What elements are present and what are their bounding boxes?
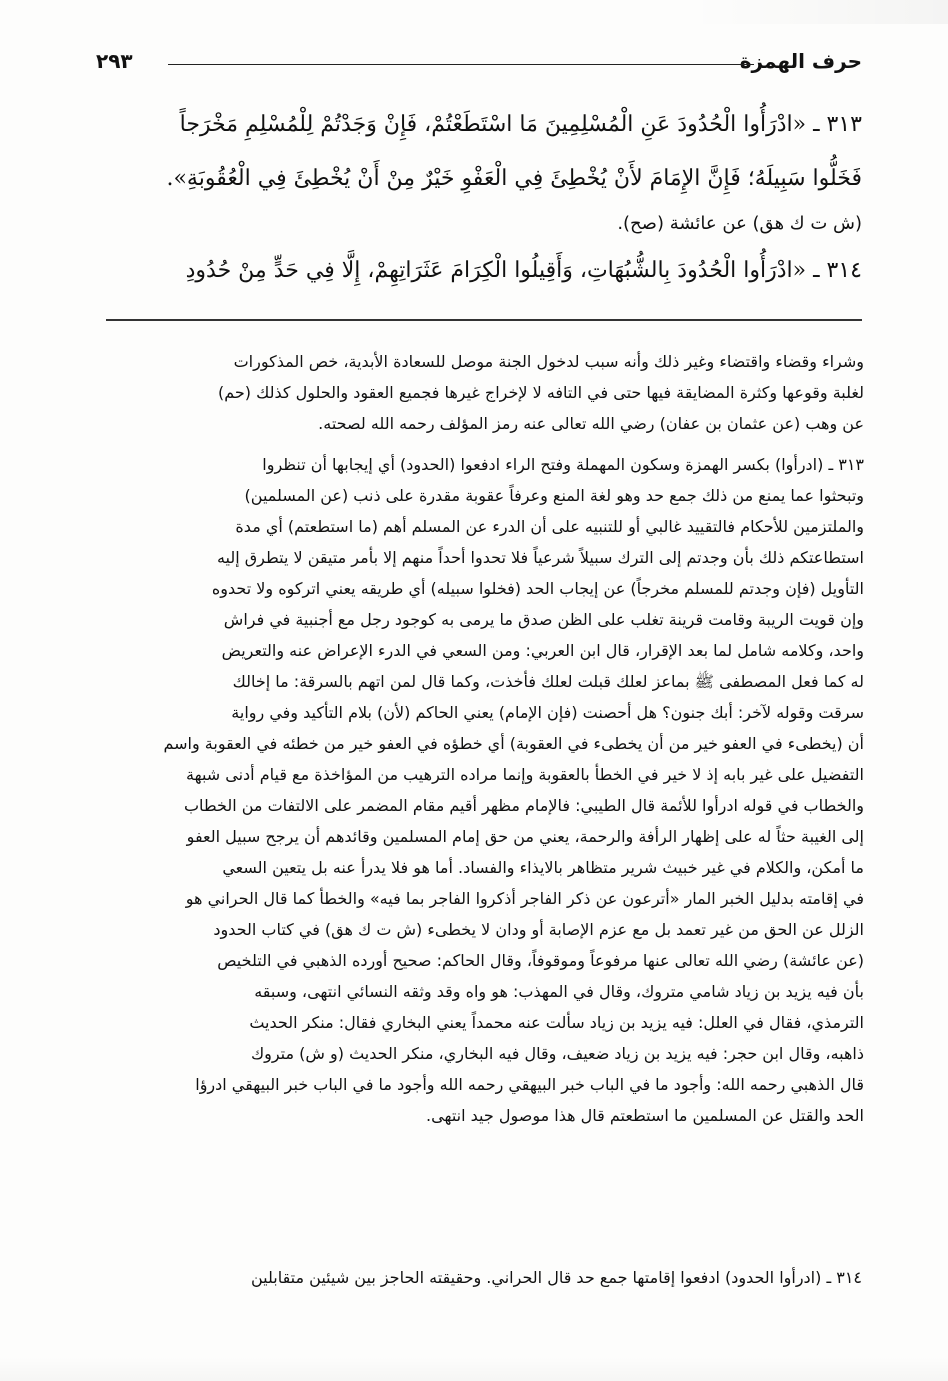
scan-shadow-bottom	[0, 1357, 948, 1381]
commentary-line: لغلبة وقوعها وكثرة المضايقة فيها حتى في التافه لا لإخراج غيرها فجميع العقود والحلول كذلك (حم)	[218, 383, 864, 402]
header-rule	[168, 64, 754, 65]
chapter-title: حرف الهمزة	[739, 49, 862, 73]
commentary-line: والخطاب في قوله ادرأوا للأئمة قال الطيبي: فالإمام مظهر أقيم مقام المضمر على الالتفات من الخطاب	[183, 796, 864, 815]
hadith-line-2: فَخَلُّوا سَبِيلَهُ؛ فَإِنَّ الإِمَامَ لأَنْ يُخْطِئَ فِي الْعَفْوِ خَيْرٌ مِنْ أَنْ يُخْطِئَ فِي الْعُقُوبَةِ».	[166, 166, 862, 191]
commentary-line: ٣١٣ ـ (ادرأوا) بكسر الهمزة وسكون المهملة وفتح الراء ادفعوا (الحدود) أي إيجابها أن تنظروا	[262, 455, 864, 474]
commentary-line: سرقت وقوله لآخر: أبك جنون؟ هل أحصنت (فإن الإمام) يعني الحاكم (لأن) بلام التأكيد وفي رواية	[231, 703, 864, 722]
bottom-note	[106, 1262, 862, 1294]
commentary-line: وتبحثوا عما يمنع من ذلك جمع حد وهو لغة المنع وعرفاً عقوبة مقدرة على ذنب (عن المسلمين)	[244, 486, 864, 505]
paragraph-gap	[104, 439, 864, 449]
commentary-line: في إقامته بدليل الخبر المار «أترعون عن ذكر الفاجر أذكروا الفاجر بما فيه» والخطأ كما قال الحراني هو	[185, 889, 864, 908]
commentary-line: (عن عائشة) رضي الله تعالى عنها مرفوعاً وموقوفاً، وقال الحاكم: صحيح أورده الذهبي في التلخيص	[217, 951, 864, 970]
commentary-line: الترمذي، فقال في العلل: فيه يزيد بن زياد سألت عنه محمداً يعني البخاري فقال: منكر الحديث	[249, 1013, 864, 1032]
commentary-line: عن وهب (عن عثمان بن عفان) رضي الله تعالى عنه رمز المؤلف رحمه الله لصحته.	[318, 414, 864, 433]
commentary-section	[104, 346, 864, 1131]
hadith-source: (ش ت ك هق) عن عائشة (صح).	[617, 213, 862, 234]
commentary-line: أن (يخطىء في العفو خير من أن يخطىء في العقوبة) أي خطؤه في العفو خير من خطئه في العقوبة واسم	[163, 734, 864, 753]
bottom-note-line: ٣١٤ ـ (ادرأوا الحدود) ادفعوا إقامتها جمع حد قال الحراني. وحقيقته الحاجز بين شيئين متقابلين	[250, 1268, 862, 1287]
commentary-line: الحد والقتل عن المسلمين ما استطعتم قال هذا موصول جيد انتهى.	[426, 1106, 864, 1125]
commentary-line: ما أمكن، والكلام في غير خبيث شرير متظاهر بالايذاء والفساد. أما هو فلا يدرأ عنه بل يتعين السعي	[222, 858, 864, 877]
commentary-line: إلى الغيبة حثاً له على إظهار الرأفة والرحمة، يعني من حق إمام المسلمين وقائدهم أن يرجح سبيل العفو	[186, 827, 864, 846]
scan-shadow-top	[688, 0, 948, 24]
commentary-line: ذاهبه، وقال ابن حجر: فيه يزيد بن زياد ضعيف، وقال فيه البخاري، منكر الحديث (و ش) متروك	[250, 1044, 864, 1063]
commentary-line: التفضيل على غير بابه إذ لا خير في الخطأ بالعقوبة وإنما مراده الترهيب من المؤاخذة مع قيام أدنى شبهة	[185, 765, 864, 784]
section-divider	[106, 319, 862, 321]
commentary-line: وشراء وقضاء واقتضاء وغير ذلك وأنه سبب لدخول الجنة موصل للسعادة الأبدية، خص المذكورات	[233, 352, 864, 371]
next-hadith-line: ٣١٤ ـ «ادْرَأُوا الْحُدُودَ بِالشُّبُهَاتِ، وَأَقِيلُوا الْكِرَامَ عَثَرَاتِهِمْ، إِلَّا فِي حَدٍّ مِنْ حُدُودِ	[185, 258, 862, 283]
commentary-line: التأويل (فإن وجدتم للمسلم مخرجاً) عن إيجاب الحد (فخلوا سبيله) أي طريقه يعني اتركوه ولا تحدوه	[211, 579, 864, 598]
hadith-line-1: ٣١٣ ـ «ادْرَأُوا الْحُدُودَ عَنِ الْمُسْلِمِينَ مَا اسْتَطَعْتُمْ، فَإِنْ وَجَدْتُمْ لِلْمُسْلِمِ مَخْرَجاً	[179, 112, 862, 137]
page-number: ٢٩٣	[96, 49, 133, 73]
commentary-line: وإن قويت الريبة وقامت قرينة تغلب على الظن صدق ما يرمى به كوجود رجل مع أجنبية في فراش	[223, 610, 864, 629]
page-header	[96, 44, 862, 78]
commentary-line: واحد، وكلامه شامل لما بعد الإقرار، قال ابن العربي: ومن السعي في الدرء الإعراض عنه والتعريض	[221, 641, 864, 660]
commentary-line: والملتزمين للأحكام فالتقييد غالبي أو للتنبيه على أن الدرء عن المسلم أهم (ما استطعتم) أي مدة	[235, 517, 864, 536]
hadith-text-block	[106, 98, 862, 298]
commentary-line: قال الذهبي رحمه الله: وأجود ما في الباب خبر البيهقي رحمه الله وأجود ما في الباب خبر البيهقي ادرؤا	[195, 1075, 864, 1094]
commentary-line: بأن فيه يزيد بن زياد شامي متروك، وقال في المهذب: هو واه وقد وثقه النسائي انتهى، وسبقه	[254, 982, 864, 1001]
commentary-line: الزلل عن الحق من غير تعمد بل مع عزم الإصابة أو ودان لا يخطىء (ش ت ك هق) في كتاب الحدود	[213, 920, 864, 939]
commentary-line: استطاعتكم ذلك بأن وجدتم إلى الترك سبيلاً شرعياً فلا تحدوا أحداً منهم إلا بأمر متيقن لا يتطرق إليه	[216, 548, 864, 567]
commentary-line: له كما فعل المصطفى ﷺ بماعز لعلك قبلت لعلك فأخذت، وكما قال لمن اتهم بالسرقة: ما إخالك	[232, 672, 864, 691]
